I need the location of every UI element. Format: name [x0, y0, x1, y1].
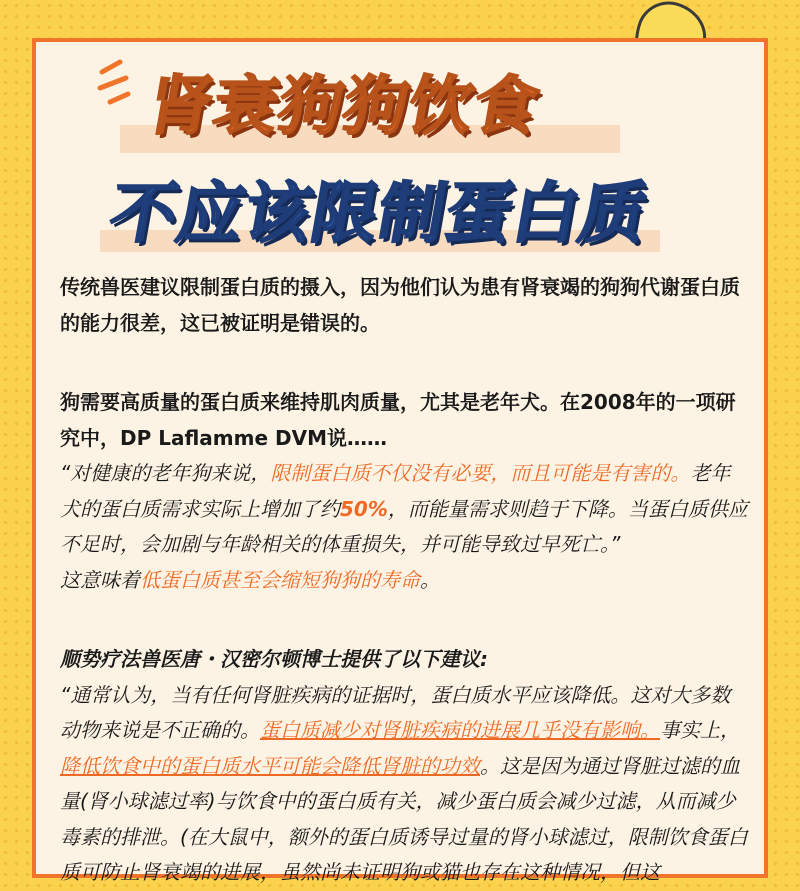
title-line-2: 不应该限制蛋白质 [104, 175, 654, 252]
advice-highlight: 降低饮食中的蛋白质水平可能会降低肾脏的功效 [60, 753, 480, 778]
advice-quote [60, 678, 750, 891]
advice-text: 事实上， [660, 718, 740, 742]
article-body [60, 270, 750, 891]
title-line-1: 肾衰狗狗饮食 [142, 70, 546, 144]
conclusion-text: 这意味着 [60, 567, 140, 592]
study-conclusion [60, 563, 750, 599]
quote-text: ，而能量需求则趋于下降。当蛋白质供应不足时，会加剧与年龄相关的体重损失，并可能导致过早死亡。” [60, 496, 748, 556]
quote-highlight: 限制蛋白质不仅没有必要，而且可能是有害的。 [270, 461, 691, 485]
paragraph-study-intro: 狗需要高质量的蛋白质来维持肌肉质量，尤其是老年犬。在2008年的一项研究中，DP Laflamme DVM说…… [60, 390, 736, 450]
paragraph-intro: 传统兽医建议限制蛋白质的摄入，因为他们认为患有肾衰竭的狗狗代谢蛋白质的能力很差，这已被证明是错误的。 [60, 275, 740, 335]
paragraph-advice-heading: 顺势疗法兽医唐・汉密尔顿博士提供了以下建议: [60, 647, 488, 671]
quote-text: 老年犬的蛋白质需求实际上增加了约 [60, 461, 731, 521]
advice-text: 。这是因为通过肾脏过滤的血量(肾小球滤过率)与饮食中的蛋白质有关，减少蛋白质会减少过滤，从而减少毒素的排泄。(在大鼠中，额外的蛋白质诱导过量的肾小球滤过，限制饮食蛋白质可防止肾衰竭的进展，虽然尚未证明狗或猫也存在这种情况，但这 [60, 753, 748, 884]
advice-highlight: 蛋白质减少对肾脏疾病的进展几乎没有影响。 [260, 718, 660, 742]
conclusion-text: 。 [420, 567, 440, 592]
quote-percent: 50% [340, 496, 388, 521]
advice-text: “通常认为，当有任何肾脏疾病的证据时，蛋白质水平应该降低。这对大多数动物来说是不正确的。 [60, 682, 731, 742]
study-quote [60, 456, 750, 563]
conclusion-highlight: 低蛋白质甚至会缩短狗狗的寿命 [140, 567, 420, 592]
quote-text: “对健康的老年狗来说， [60, 461, 271, 485]
sparkle-lines-icon [96, 58, 156, 108]
